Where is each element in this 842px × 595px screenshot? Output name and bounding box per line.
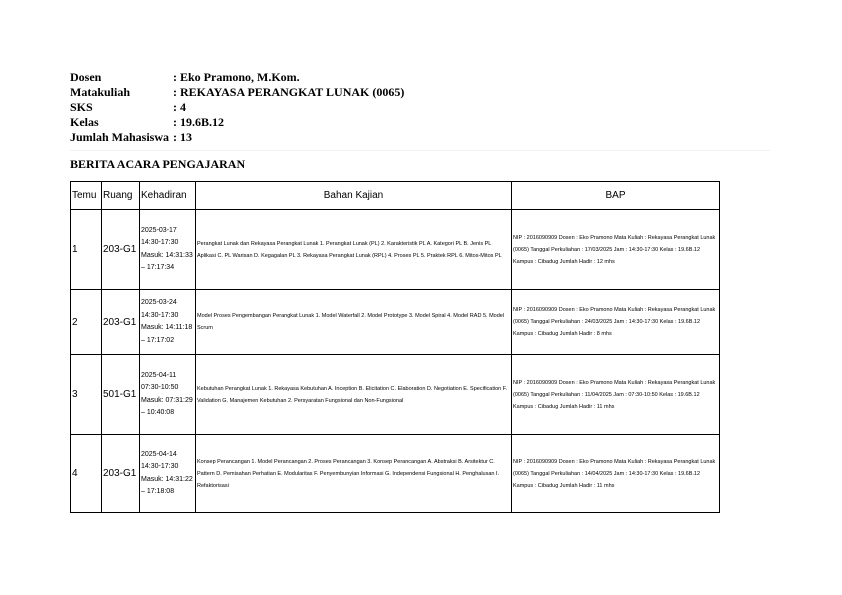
table-row xyxy=(71,210,720,290)
bap-cell: NIP : 2016090909 Dosen : Eko Pramono Mata Kuliah : Rekayasa Perangkat Lunak (0065) Tanggal Perkuliahan : 14/04/2025 Jam : 14:30-17:30 Kelas : 19.6B.12 Kampus : Cibadug Jumlah Hadir : 11 mhs xyxy=(512,435,720,513)
matakuliah-label: Matakuliah xyxy=(70,85,131,99)
sks-row xyxy=(70,100,404,115)
jumlah-mahasiswa-label: Jumlah Mahasiswa xyxy=(70,130,170,144)
bahan-kajian-cell: Kebutuhan Perangkat Lunak 1. Rekayasa Kebutuhan A. Inception B. Elicitation C. Elaboration D. Negotiation E. Specification F. Validation G. Manajemen Kebutuhan 2. Persyaratan Fungsional dan Non-Fungsional xyxy=(196,355,512,435)
table-row xyxy=(71,435,720,513)
table-header-row xyxy=(71,182,720,210)
bahan-kajian-cell: Perangkat Lunak dan Rekayasa Perangkat Lunak 1. Perangkat Lunak (PL) 2. Karakteristik PL A. Kategori PL B. Jenis PL Aplikasi C. PL Warisan D. Kegagalan PL 3. Rekayasa Perangkat Lunak (RPL) 4. Proses PL 5. Praktek RPL 6. Mitos-Mitos PL xyxy=(196,210,512,290)
table-row xyxy=(71,355,720,435)
temu-cell: 4 xyxy=(71,435,102,513)
header-bahan-kajian: Bahan Kajian xyxy=(196,182,512,210)
header-bap: BAP xyxy=(512,182,720,210)
jumlah-mahasiswa-row xyxy=(70,130,404,145)
bahan-kajian-cell: Konsep Perancangan 1. Model Perancangan 2. Proses Perancangan 3. Konsep Perancangan A. Abstraksi B. Arsitektur C. Pattern D. Pemisahan Perhatian E. Modularitas F. Penyembunyian Informasi G. Independensi Fungsional H. Penghalusan I. Refaktorisasi xyxy=(196,435,512,513)
ruang-cell: 203-G1 xyxy=(102,435,140,513)
course-info xyxy=(70,70,404,145)
kelas-label: Kelas xyxy=(70,115,99,129)
temu-cell: 3 xyxy=(71,355,102,435)
kehadiran-cell: 2025-04-14 14:30-17:30 Masuk: 14:31:22 – 17:18:08 xyxy=(140,435,196,513)
kehadiran-cell: 2025-03-17 14:30-17:30 Masuk: 14:31:33 – 17:17:34 xyxy=(140,210,196,290)
dosen-value: : Eko Pramono, M.Kom. xyxy=(173,70,300,84)
sks-value: : 4 xyxy=(173,100,186,114)
matakuliah-row xyxy=(70,85,404,100)
kelas-value: : 19.6B.12 xyxy=(173,115,224,129)
bap-cell: NIP : 2016090909 Dosen : Eko Pramono Mata Kuliah : Rekayasa Perangkat Lunak (0065) Tanggal Perkuliahan : 17/03/2025 Jam : 14:30-17:30 Kelas : 19.6B.12 Kampus : Cibadug Jumlah Hadir : 12 mhs xyxy=(512,210,720,290)
kelas-row xyxy=(70,115,404,130)
header-temu: Temu xyxy=(71,182,102,210)
berita-acara-table xyxy=(70,181,720,513)
kehadiran-cell: 2025-04-11 07:30-10:50 Masuk: 07:31:29 – 10:40:08 xyxy=(140,355,196,435)
bahan-kajian-cell: Model Proses Pengembangan Perangkat Lunak 1. Model Waterfall 2. Model Prototype 3. Model Spiral 4. Model RAD 5. Model Scrum xyxy=(196,290,512,355)
page-title: BERITA ACARA PENGAJARAN xyxy=(70,157,246,171)
ruang-cell: 203-G1 xyxy=(102,290,140,355)
kehadiran-cell: 2025-03-24 14:30-17:30 Masuk: 14:11:18 – 17:17:02 xyxy=(140,290,196,355)
divider xyxy=(70,150,770,151)
temu-cell: 2 xyxy=(71,290,102,355)
bap-cell: NIP : 2016090909 Dosen : Eko Pramono Mata Kuliah : Rekayasa Perangkat Lunak (0065) Tanggal Perkuliahan : 24/03/2025 Jam : 14:30-17:30 Kelas : 19.6B.12 Kampus : Cibadug Jumlah Hadir : 8 mhs xyxy=(512,290,720,355)
temu-cell: 1 xyxy=(71,210,102,290)
ruang-cell: 501-G1 xyxy=(102,355,140,435)
table-row xyxy=(71,290,720,355)
header-kehadiran: Kehadiran xyxy=(140,182,196,210)
header-ruang: Ruang xyxy=(102,182,140,210)
bap-cell: NIP : 2016090909 Dosen : Eko Pramono Mata Kuliah : Rekayasa Perangkat Lunak (0065) Tanggal Perkuliahan : 11/04/2025 Jam : 07:30-10:50 Kelas : 19.6B.12 Kampus : Cibadug Jumlah Hadir : 11 mhs xyxy=(512,355,720,435)
matakuliah-value: : REKAYASA PERANGKAT LUNAK (0065) xyxy=(173,85,405,99)
sks-label: SKS xyxy=(70,100,93,114)
dosen-row xyxy=(70,70,404,85)
dosen-label: Dosen xyxy=(70,70,102,84)
jumlah-mahasiswa-value: : 13 xyxy=(173,130,192,144)
ruang-cell: 203-G1 xyxy=(102,210,140,290)
